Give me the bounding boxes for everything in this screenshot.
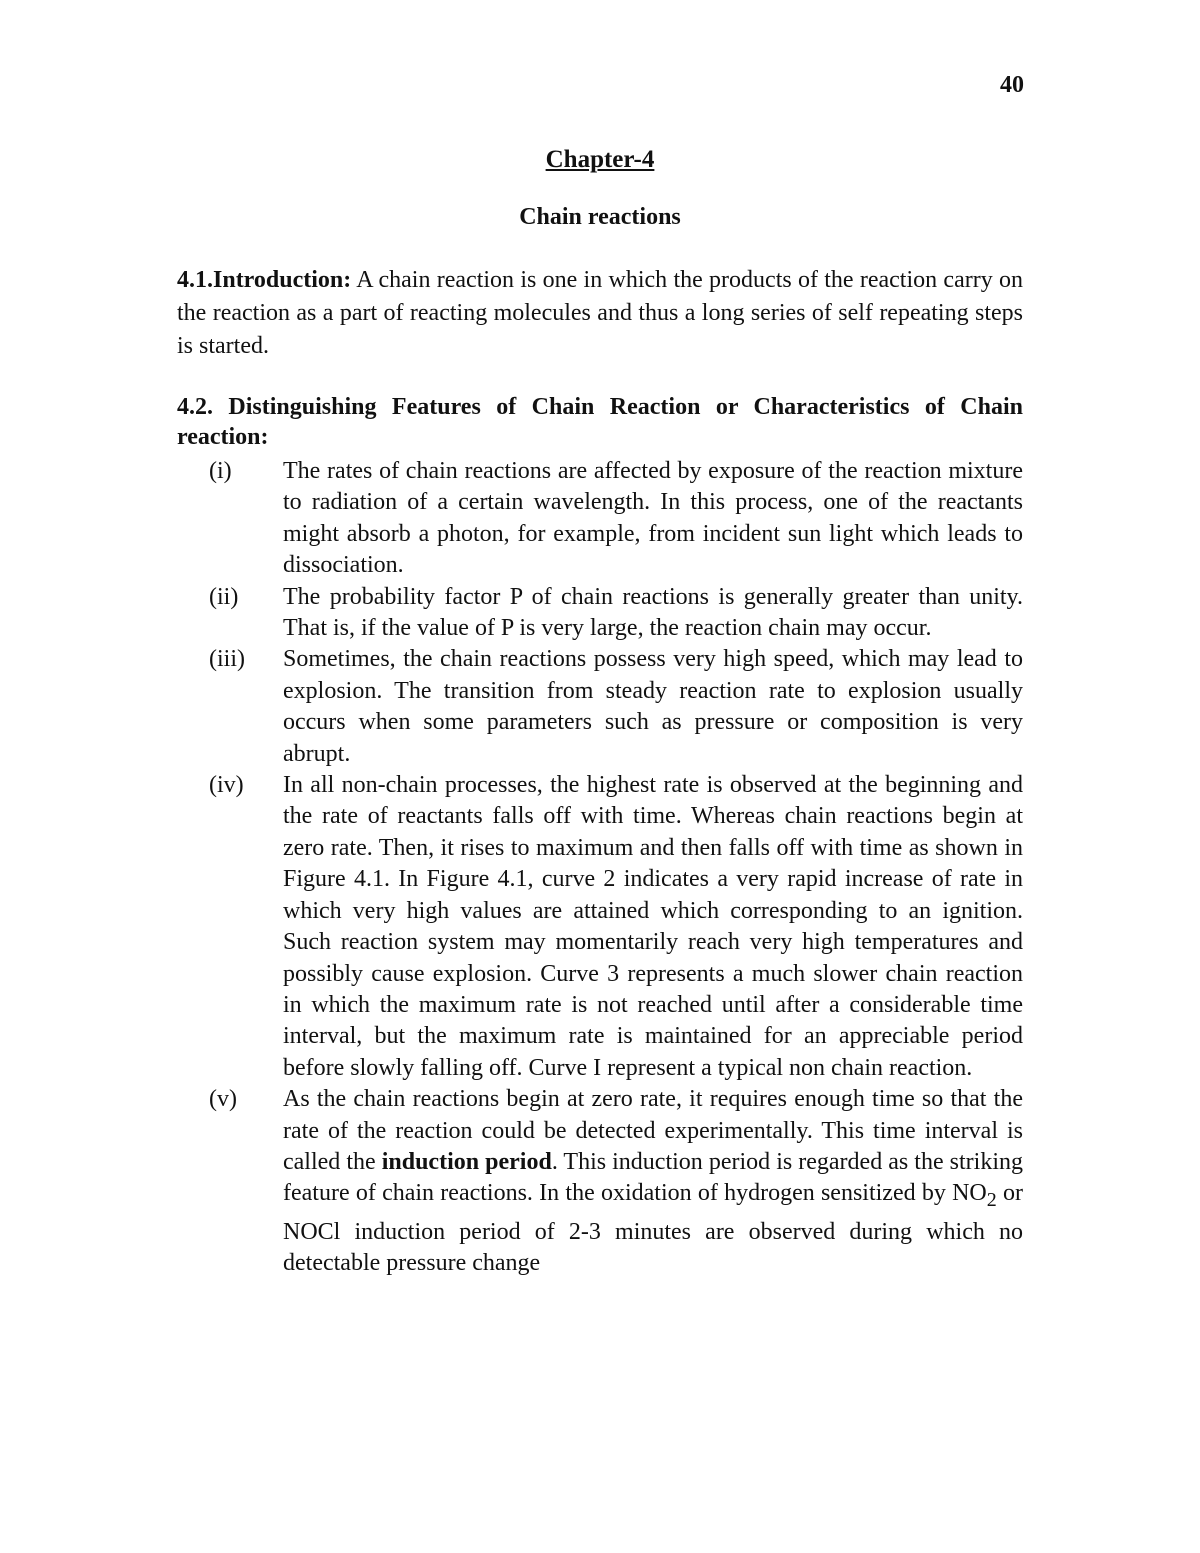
feature-marker: (iii): [209, 646, 245, 673]
feature-item-iv: [177, 770, 1023, 1084]
feature-text: Sometimes, the chain reactions possess very high speed, which may lead to explosion. The transition from steady reaction rate to explosion usually occurs when some parameters such as pressure or composition is very abrupt.: [283, 646, 1023, 767]
feature-item-ii: [177, 582, 1023, 645]
feature-item-i: [177, 456, 1023, 582]
features-list: [177, 456, 1023, 1279]
feature-marker: (ii): [209, 583, 239, 610]
feature-marker: (i): [209, 458, 232, 484]
feature-text: In all non-chain processes, the highest rate is observed at the beginning and the rate of reactants falls off with time. Whereas chain reactions begin at zero rate. Then, it rises to maximum and then falls off with time as shown in Figure 4.1. In Figure 4.1, curve 2 indicates a very rapid increase of rate in which very high values are attained which corresponding to an ignition. Such reaction system may momentarily reach very high temperatures and possibly cause explosion. Curve 3 represents a much slower chain reaction in which the maximum rate is not reached until after a considerable time interval, but the maximum rate is maintained for an appreciable period before slowly falling off. Curve I represent a typical non chain reaction.: [283, 772, 1023, 1081]
feature-text-part: As the chain reactions begin at zero rate, it requires enough time so that the rate of the reaction could be detected experimentally. This time interval is called the: [283, 1086, 1023, 1175]
introduction-paragraph: [177, 264, 1023, 363]
feature-text-part: or NOCl induction period of 2-3 minutes are observed during which no detectable pressure change: [283, 1180, 1023, 1276]
feature-item-iii: [177, 644, 1023, 770]
feature-text-part: . This induction period is regarded as the striking feature of chain reactions. In the oxidation of hydrogen sensitized by NO: [283, 1148, 1023, 1207]
chapter-title: Chapter-4: [545, 146, 655, 173]
page-number: 40: [1000, 72, 1024, 98]
feature-text: [283, 1084, 1023, 1279]
feature-text: The probability factor P of chain reactions is generally greater than unity. That is, if the value of P is very large, the reaction chain may occur.: [283, 583, 1023, 642]
feature-marker: (iv): [209, 772, 244, 799]
introduction-label: 4.1.Introduction:: [177, 267, 352, 293]
subscript-two: 2: [986, 1189, 997, 1212]
feature-item-v: [177, 1084, 1023, 1279]
feature-text: The rates of chain reactions are affected by exposure of the reaction mixture to radiation of a certain wavelength. In this process, one of the reactants might absorb a photon, for example, from incident sun light which leads to dissociation.: [283, 458, 1023, 579]
section-heading: 4.2. Distinguishing Features of Chain Reaction or Characteristics of Chain reaction:: [177, 394, 1023, 450]
introduction-text: A chain reaction is one in which the products of the reaction carry on the reaction as a part of reacting molecules and thus a long series of self repeating steps is started.: [177, 267, 1023, 359]
chapter-subtitle: Chain reactions: [519, 204, 681, 230]
induction-period-term: induction period: [381, 1148, 552, 1175]
feature-marker: (v): [209, 1086, 237, 1113]
